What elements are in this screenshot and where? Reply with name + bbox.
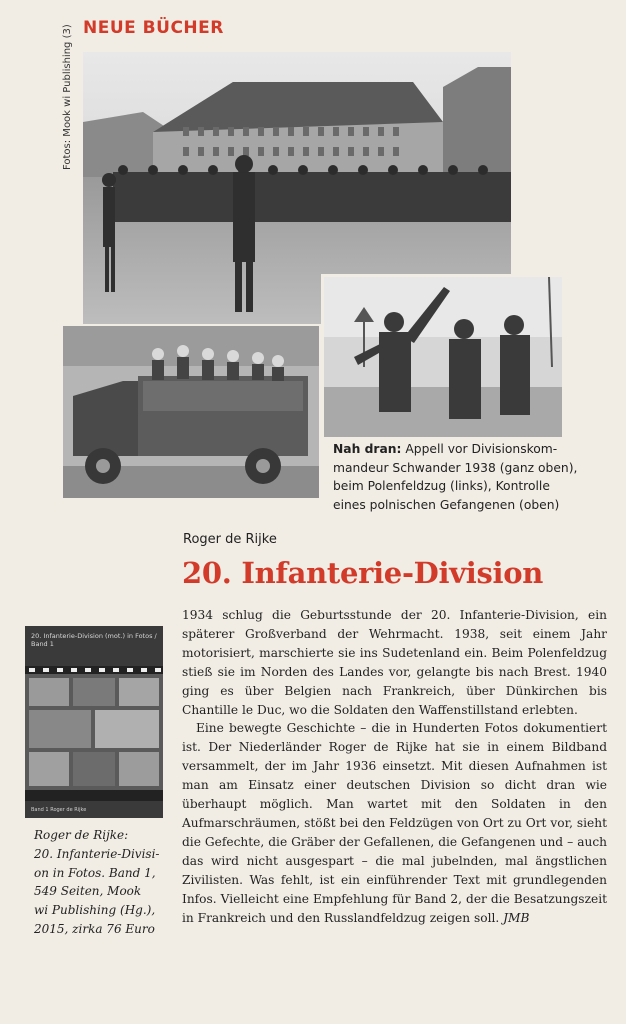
book-cover-subtitle: Band 1 Roger de Rijke xyxy=(31,807,87,813)
book-cover-title: 20. Infanterie-Division (mot.) in Fotos / Band 1 xyxy=(31,632,157,648)
book-caption-line: 20. Infanterie-Divisi- xyxy=(34,846,160,861)
caption-line: mandeur Schwander 1938 (ganz oben), xyxy=(333,460,578,475)
book-caption-line: 2015, zirka 76 Euro xyxy=(34,921,155,936)
book-caption xyxy=(34,826,174,939)
caption-line: eines polnischen Gefangenen (oben) xyxy=(333,497,560,512)
book-caption-line: 549 Seiten, Mook xyxy=(34,884,142,899)
article-title: 20. Infanterie-Division xyxy=(182,556,544,590)
article-signature: JMB xyxy=(503,910,530,925)
prisoner-control-photo xyxy=(321,274,562,437)
book-caption-line: wi Publishing (Hg.), xyxy=(34,903,156,918)
book-cover-image xyxy=(25,666,163,801)
article-paragraph-text: Eine bewegte Geschichte – die in Hunderten Fotos dokumentiert ist. Der Niederländer Roger de Rijke hat sie in einem Bildband versammelt, der im Jahr 1936 einsetzt. Mit diesen Aufnahmen ist man am Einsatz einer deutschen Division so dicht dran wie überhaupt möglich. Man wartet mit den Soldaten in den Aufmarschräumen, stößt bei den Feldzügen von Ort zu Ort vor, sieht die Gefechte, die Gräber der Gefallenen, die Gefangenen und – auch das wird nicht ausgespart – die mal jubelnden, mal ängstlichen Zivilisten. Was fehlt, ist ein einführender Text mit grundlegenden Infos. Vielleicht eine Empfehlung für Band 2, der die Besatzungszeit in Frankreich und den Russlandfeldzug zeigen soll. xyxy=(182,721,607,925)
book-caption-line: on in Fotos. Band 1, xyxy=(34,865,156,880)
caption-line: beim Polenfeldzug (links), Kontrolle xyxy=(333,479,550,493)
article-body xyxy=(182,606,607,927)
photo-credit: Fotos: Mook wi Publishing (3) xyxy=(62,24,73,170)
caption-lead: Nah dran: xyxy=(333,442,402,456)
book-cover xyxy=(25,626,163,818)
article-paragraph xyxy=(182,719,607,927)
caption-line: Appell vor Divisionskom- xyxy=(401,442,558,456)
section-label: NEUE BÜCHER xyxy=(83,18,224,38)
book-caption-line: Roger de Rijke: xyxy=(34,828,129,842)
truck-photo xyxy=(63,326,319,498)
article-author: Roger de Rijke xyxy=(183,532,277,547)
article-paragraph: 1934 schlug die Geburtsstunde der 20. Infanterie-Division, ein späterer Großverband der Wehrmacht. 1938, seit einem Jahr motorisiert, marschierte sie ins Sudetenland ein. Beim Polenfeldzug stieß sie im Norden des Landes vor, gelangte bis nach Brest. 1940 ging es über Belgien nach Frankreich, über Dünkirchen bis Chantille le Duc, wo die Soldaten den Waffenstillstand erlebten. xyxy=(182,608,607,717)
photo-caption xyxy=(333,440,603,514)
